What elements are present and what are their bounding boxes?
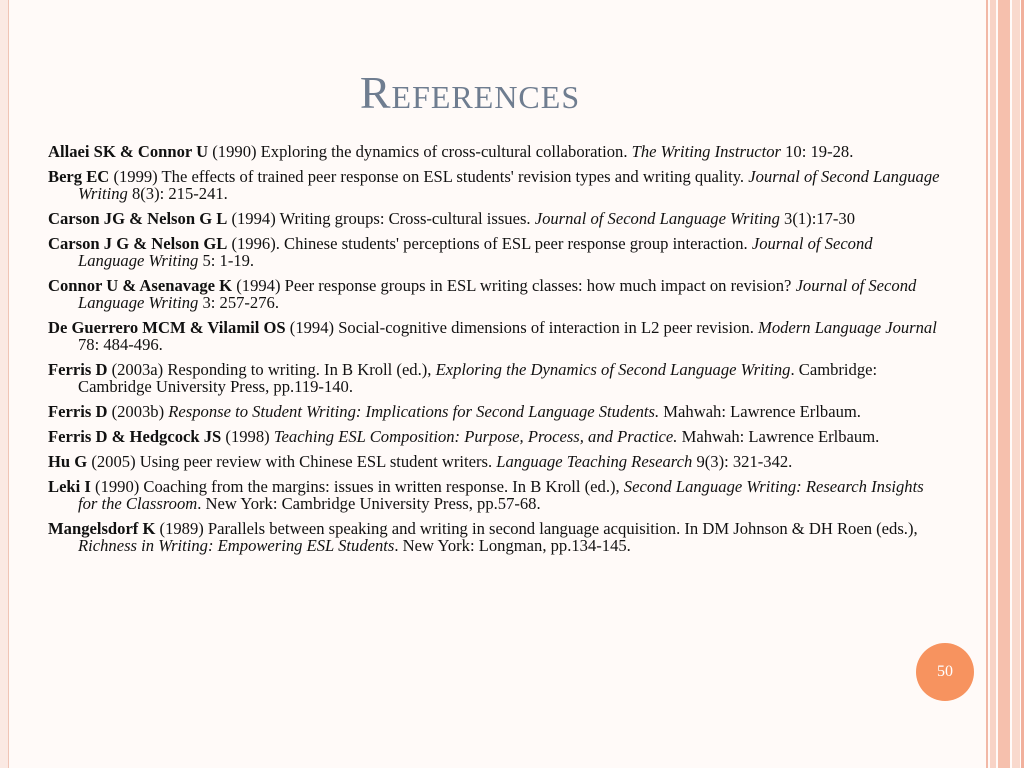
reference-item	[48, 143, 943, 160]
reference-details: 5: 1-19.	[198, 251, 255, 270]
reference-item	[48, 361, 943, 395]
reference-text: (1996). Chinese students' perceptions of ESL peer response group interaction.	[227, 234, 752, 253]
reference-author: Ferris D	[48, 360, 108, 379]
reference-text: (1998)	[221, 427, 274, 446]
reference-source: Journal of Second Language Writing	[78, 234, 873, 270]
reference-author: De Guerrero MCM & Vilamil OS	[48, 318, 286, 337]
reference-source: Language Teaching Research	[496, 452, 693, 471]
reference-source: Journal of Second Language Writing	[78, 167, 940, 203]
reference-details: Mahwah: Lawrence Erlbaum.	[677, 427, 880, 446]
reference-item	[48, 319, 943, 353]
reference-text: (2005) Using peer review with Chinese ESL student writers.	[87, 452, 497, 471]
reference-list	[48, 143, 943, 562]
reference-details: . New York: Cambridge University Press, pp.57-68.	[197, 494, 541, 513]
stripe	[990, 0, 996, 768]
reference-item	[48, 210, 943, 227]
reference-source: Journal of Second Language Writing	[534, 209, 780, 228]
reference-author: Carson JG & Nelson G L	[48, 209, 228, 228]
reference-source: Modern Language Journal	[758, 318, 937, 337]
reference-details: . Cambridge: Cambridge University Press, pp.119-140.	[78, 360, 878, 396]
reference-author: Berg EC	[48, 167, 110, 186]
reference-item	[48, 428, 943, 445]
reference-text: (2003b)	[107, 402, 169, 421]
page-number-badge: 50	[916, 643, 974, 701]
reference-author: Connor U & Asenavage K	[48, 276, 233, 295]
reference-author: Mangelsdorf K	[48, 519, 156, 538]
reference-source: The Writing Instructor	[631, 142, 781, 161]
reference-text: (1990) Exploring the dynamics of cross-cultural collaboration.	[208, 142, 632, 161]
reference-item	[48, 520, 943, 554]
reference-author: Ferris D	[48, 402, 108, 421]
reference-source: Response to Student Writing: Implications for Second Language Students.	[168, 402, 660, 421]
reference-item	[48, 478, 943, 512]
reference-details: Mahwah: Lawrence Erlbaum.	[659, 402, 861, 421]
reference-text: (1994) Writing groups: Cross-cultural issues.	[227, 209, 535, 228]
reference-source: Richness in Writing: Empowering ESL Students	[78, 536, 395, 555]
stripe	[1012, 0, 1020, 768]
reference-text: (1994) Peer response groups in ESL writing classes: how much impact on revision?	[232, 276, 796, 295]
stripe	[986, 0, 988, 768]
reference-item	[48, 277, 943, 311]
reference-item	[48, 403, 943, 420]
reference-source: Exploring the Dynamics of Second Language Writing	[435, 360, 791, 379]
reference-source: Journal of Second Language Writing	[78, 276, 917, 312]
reference-text: (1999) The effects of trained peer response on ESL students' revision types and writing quality.	[109, 167, 749, 186]
reference-author: Ferris D & Hedgcock JS	[48, 427, 222, 446]
reference-details: 8(3): 215-241.	[127, 184, 228, 203]
reference-details: 10: 19-28.	[780, 142, 854, 161]
reference-item	[48, 235, 943, 269]
reference-item	[48, 453, 943, 470]
reference-details: 9(3): 321-342.	[692, 452, 793, 471]
stripe	[998, 0, 1010, 768]
reference-details: 3: 257-276.	[198, 293, 279, 312]
reference-details: 78: 484-496.	[78, 335, 163, 354]
reference-source: Teaching ESL Composition: Purpose, Process, and Practice.	[273, 427, 678, 446]
right-decorative-stripes	[980, 0, 1024, 768]
reference-details: . New York: Longman, pp.134-145.	[394, 536, 631, 555]
reference-text: (1990) Coaching from the margins: issues in written response. In B Kroll (ed.),	[90, 477, 624, 496]
reference-text: (1994) Social-cognitive dimensions of interaction in L2 peer revision.	[285, 318, 759, 337]
slide-title: References	[359, 67, 581, 118]
reference-author: Carson J G & Nelson GL	[48, 234, 228, 253]
reference-item	[48, 168, 943, 202]
reference-details: 3(1):17-30	[779, 209, 856, 228]
reference-author: Hu G	[48, 452, 88, 471]
reference-source: Second Language Writing: Research Insights for the Classroom	[78, 477, 924, 513]
reference-text: (1989) Parallels between speaking and writing in second language acquisition. In DM Johnson & DH Roen (eds.),	[155, 519, 918, 538]
reference-author: Leki I	[48, 477, 91, 496]
reference-text: (2003a) Responding to writing. In B Kroll (ed.),	[107, 360, 436, 379]
reference-author: Allaei SK & Connor U	[48, 142, 209, 161]
